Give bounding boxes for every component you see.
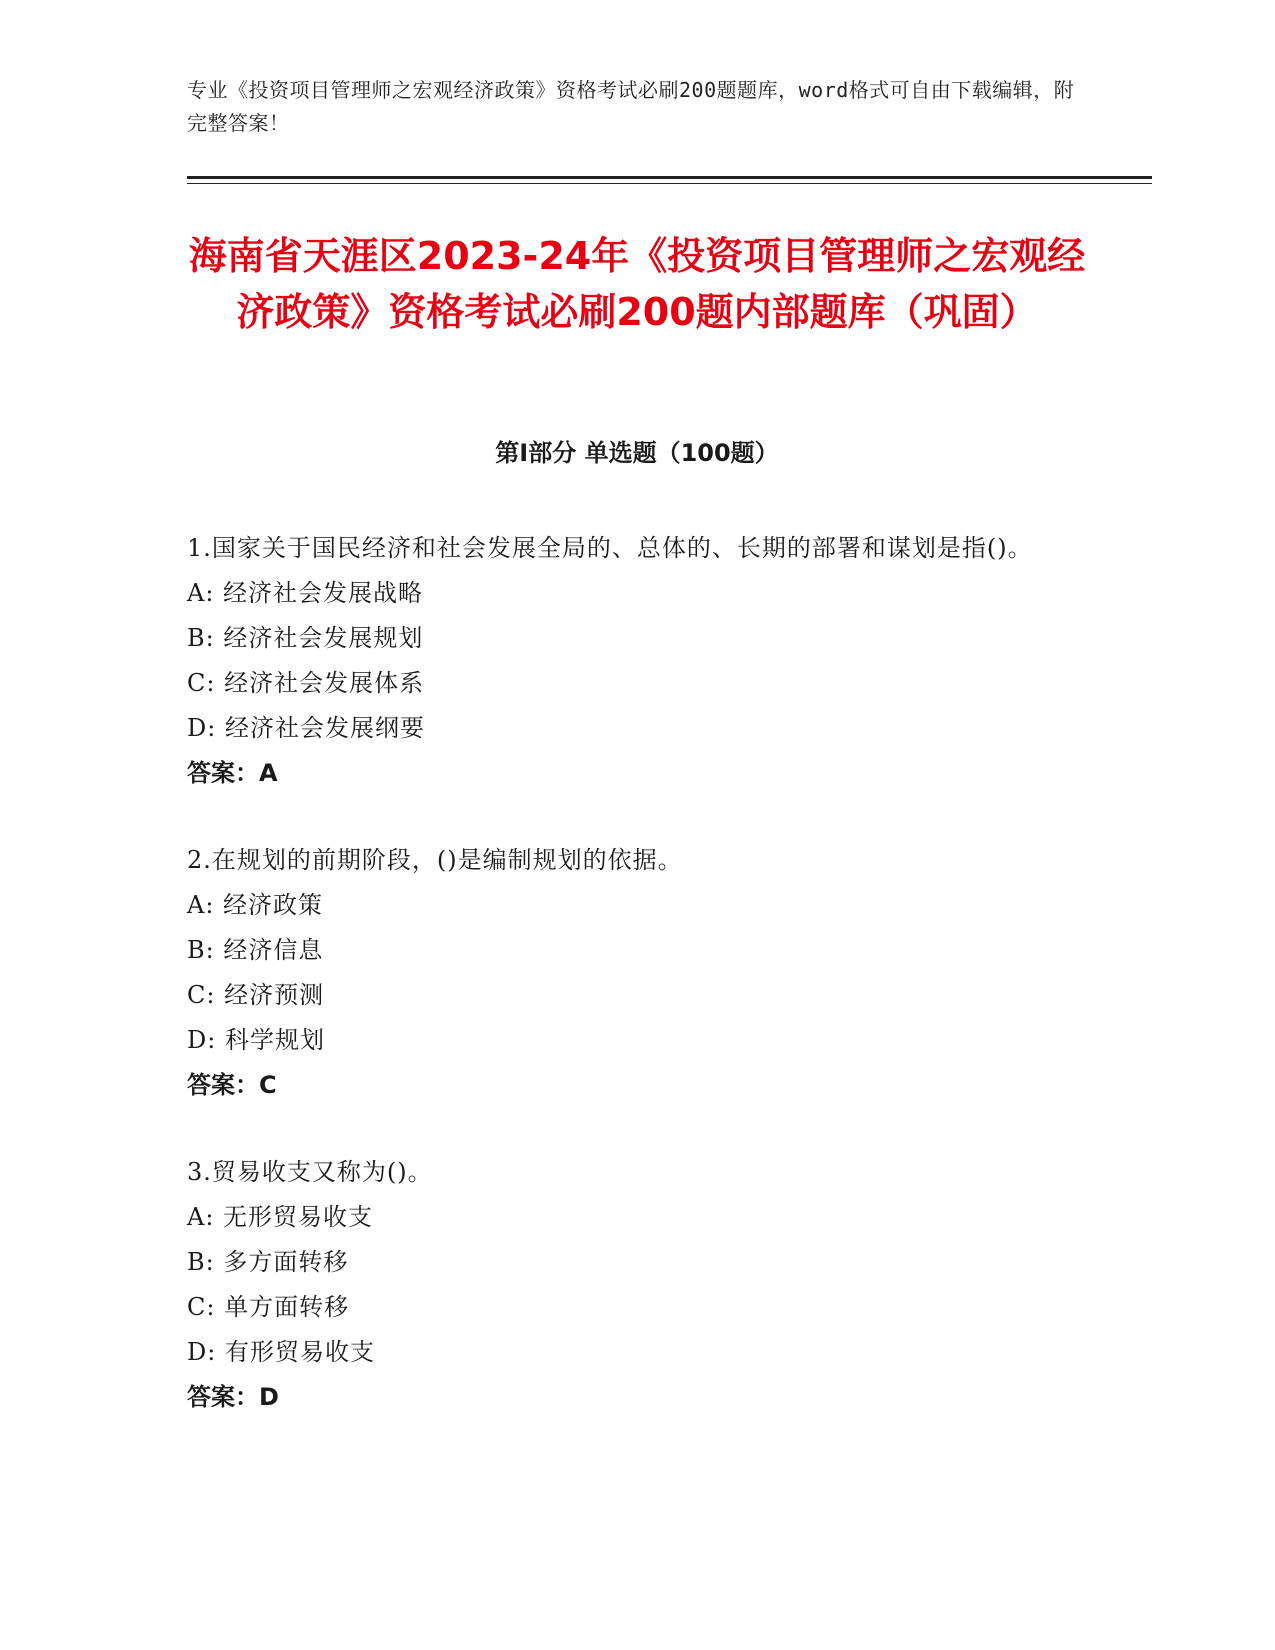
option-b: B: 经济信息	[187, 936, 324, 964]
section-title: 第Ⅰ部分 单选题（100题）	[495, 439, 779, 467]
question-list	[187, 526, 1087, 1462]
option-d: D: 有形贸易收支	[187, 1338, 375, 1366]
option-c: C: 经济社会发展体系	[187, 669, 425, 697]
question-2	[187, 838, 1087, 1108]
option-c: C: 经济预测	[187, 981, 325, 1009]
question-stem: 1.国家关于国民经济和社会发展全局的、总体的、长期的部署和谋划是指()。	[187, 534, 1033, 562]
header-divider-thin	[187, 183, 1152, 184]
option-c: C: 单方面转移	[187, 1293, 350, 1321]
question-1	[187, 526, 1087, 796]
question-3	[187, 1150, 1087, 1420]
document-title: 海南省天涯区2023-24年《投资项目管理师之宏观经济政策》资格考试必刷200题内部题库（巩固）	[188, 234, 1086, 334]
option-a: A: 无形贸易收支	[187, 1203, 374, 1231]
question-stem: 2.在规划的前期阶段，()是编制规划的依据。	[187, 846, 683, 874]
option-a: A: 经济政策	[187, 891, 324, 919]
header-note: 专业《投资项目管理师之宏观经济政策》资格考试必刷200题题库，word格式可自由下载编辑，附完整答案！	[187, 78, 1075, 135]
header-divider-thick	[187, 176, 1152, 179]
option-a: A: 经济社会发展战略	[187, 579, 424, 607]
option-b: B: 多方面转移	[187, 1248, 349, 1276]
answer-line: 答案：D	[187, 1383, 279, 1411]
option-b: B: 经济社会发展规划	[187, 624, 424, 652]
answer-line: 答案：A	[187, 759, 278, 787]
question-stem: 3.贸易收支又称为()。	[187, 1158, 433, 1186]
option-d: D: 经济社会发展纲要	[187, 714, 425, 742]
option-d: D: 科学规划	[187, 1026, 325, 1054]
answer-line: 答案：C	[187, 1071, 277, 1099]
